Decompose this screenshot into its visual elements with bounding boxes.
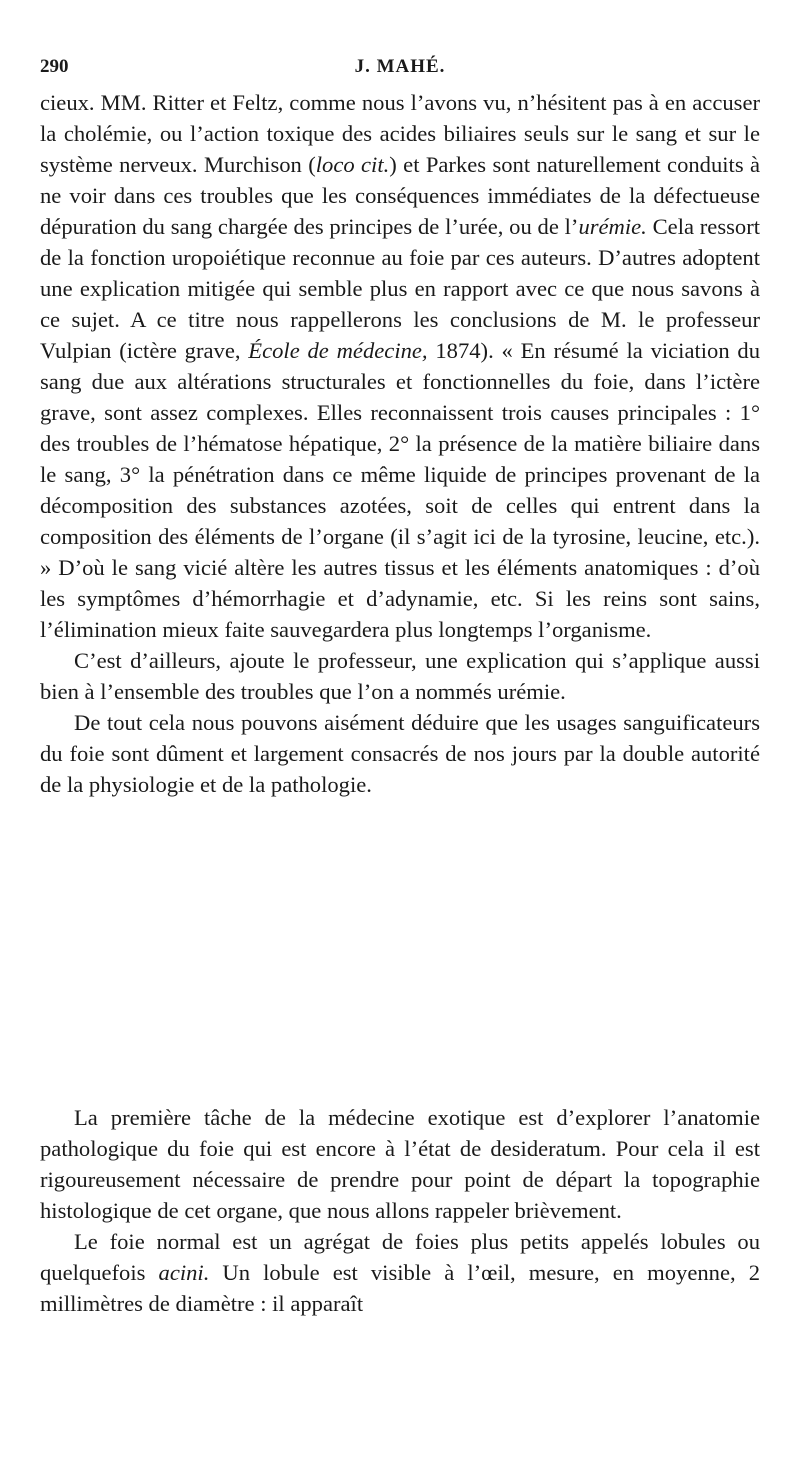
text-block-upper [40,87,760,800]
italic-text-run: acini. [158,1260,210,1285]
text-run: C’est d’ailleurs, ajoute le professeur, une explication qui s’applique aussi bien à l’ensemble des troubles que l’on a nommés urémie. [40,648,760,704]
italic-text-run: loco cit. [315,152,390,177]
running-head-author: J. MAHÉ. [354,56,446,77]
text-run: 1874). « En résumé la viciation du sang due aux altérations structurales et fonctionnelles du foie, dans l’ictère grave, sont assez complexes. Elles reconnaissent trois causes principales : 1° des troubles de l’hématose hépatique, 2° la présence de la matière biliaire dans le sang, 3° la pénétration dans ce même liquide de principes provenant de la décomposition des substances azotées, soit de celles qui entrent dans la composition des éléments de l’organe (il s’agit ici de la tyrosine, leucine, etc.). » D’où le sang vicié altère les autres tissus et les éléments anatomiques : d’où les symptômes d’hémorrhagie et d’adynamie, etc. Si les reins sont sains, l’élimination mieux faite sauvegardera plus longtemps l’organisme. [40,338,761,642]
text-run: ) et Parkes sont naturellement conduits à ne voir dans ces troubles que les conséquences immédiates de la défectueuse dépuration du sang chargée des principes de l’urée, ou de l’ [40,152,761,239]
paragraph [40,1226,760,1319]
text-run: Le foie normal est un agrégat de foies plus petits appelés lobules ou quelquefois [40,1229,760,1285]
paragraph [40,87,760,645]
text-run: Un lobule est visible à l’œil, mesure, en moyenne, 2 millimètres de diamètre : il apparaît [40,1260,761,1316]
paragraph [40,707,760,800]
text-run: La première tâche de la médecine exotique est d’explorer l’anatomie pathologique du foie qui est encore à l’état de desideratum. Pour cela il est rigoureusement nécessaire de prendre pour point de départ la topographie histologique de cet organe, que nous allons rappeler brièvement. [40,1105,760,1223]
italic-text-run: École de médecine, [248,338,428,363]
text-run: cieux. MM. Ritter et Feltz, comme nous l’avons vu, n’hésitent pas à en accuser la cholémie, ou l’action toxique des acides biliaires seuls sur le sang et sur le système nerveux. Murchison ( [40,90,760,177]
paragraph [40,1102,760,1226]
text-run: De tout cela nous pouvons aisément déduire que les usages sanguificateurs du foie sont dûment et largement consacrés de nos jours par la double autorité de la physiologie et de la pathologie. [40,710,760,797]
paragraph [40,645,760,707]
running-head [40,56,760,82]
text-block-lower [40,1102,760,1319]
page-number: 290 [40,56,69,77]
italic-text-run: urémie. [578,214,647,239]
text-run: Cela ressort de la fonction uropoiétique reconnue au foie par ces auteurs. D’autres adoptent une explication mitigée qui semble plus en rapport avec ce que nous savons à ce sujet. A ce titre nous rappellerons les conclusions de M. le professeur Vulpian (ictère grave, [40,214,761,363]
